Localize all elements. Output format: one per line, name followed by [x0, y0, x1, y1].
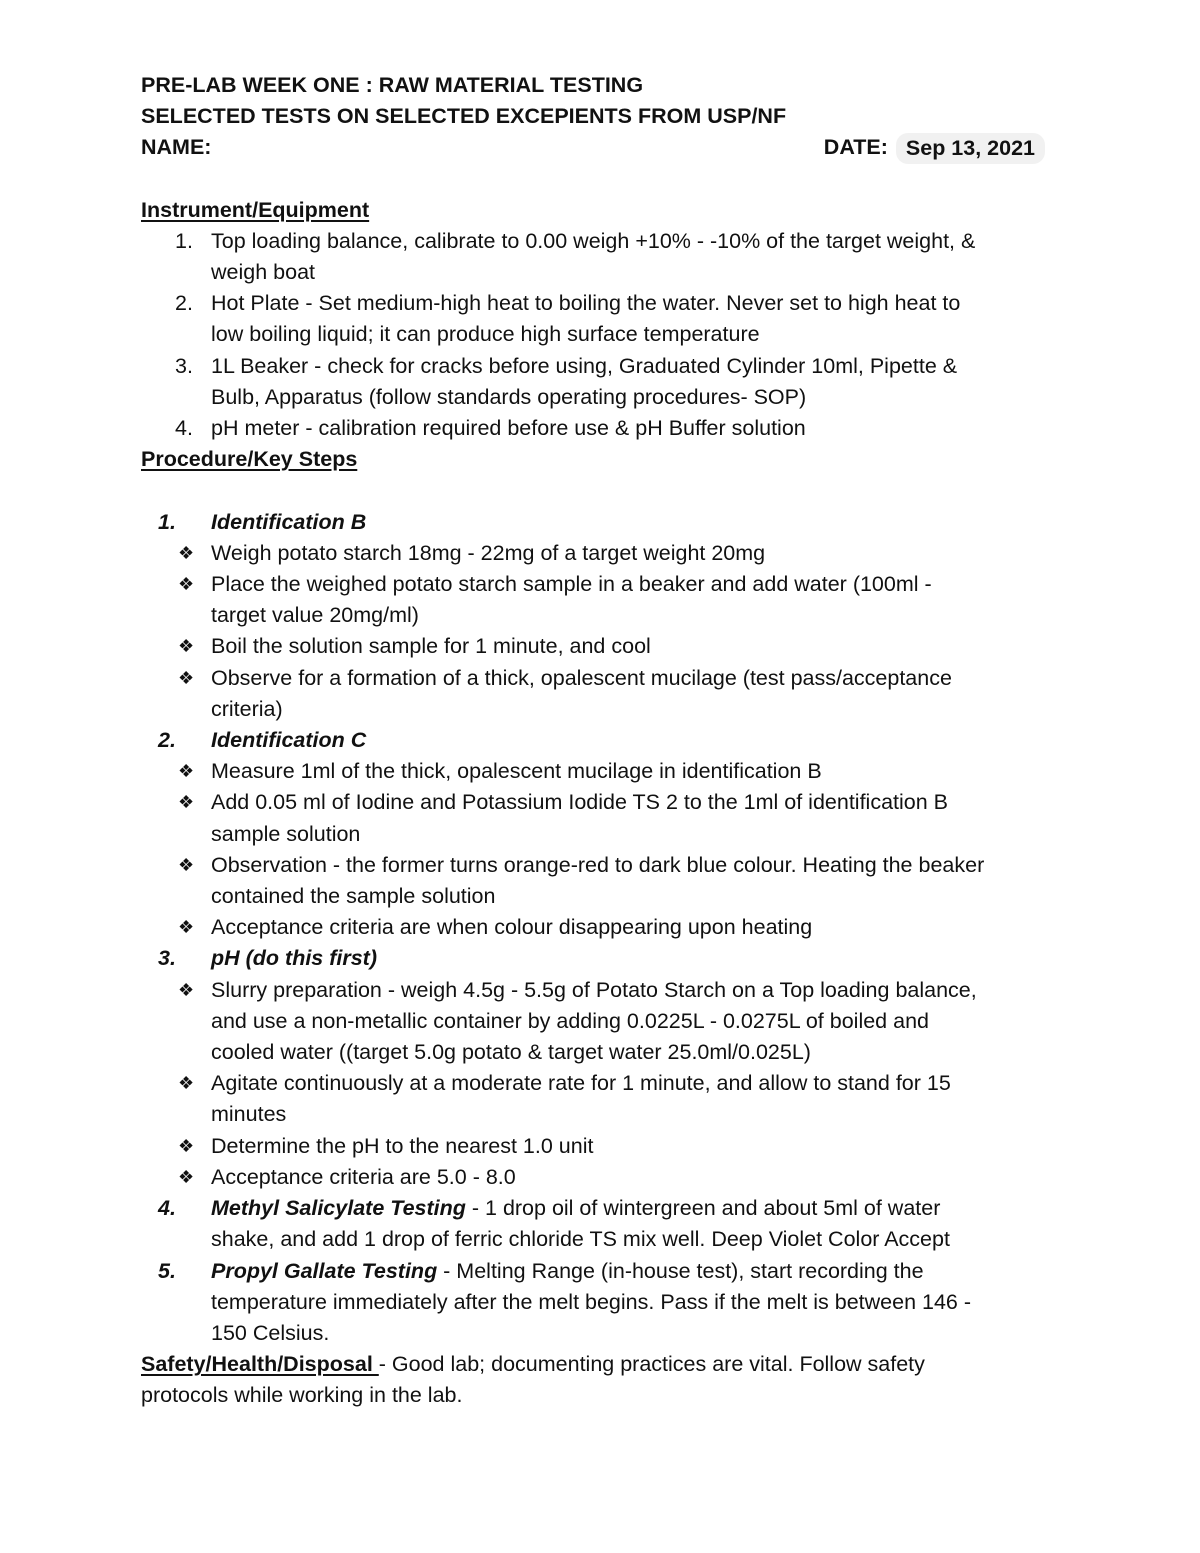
- procedure-step-1: [141, 507, 1071, 538]
- list-text: weigh boat: [211, 260, 315, 285]
- bullet-text: contained the sample solution: [211, 884, 496, 909]
- list-text: low boiling liquid; it can produce high surface temperature: [211, 322, 760, 347]
- procedure-step-2: [141, 725, 1071, 756]
- step-text: - 1 drop oil of wintergreen and about 5ml of water: [465, 1196, 941, 1221]
- bullet-item: [141, 663, 1071, 725]
- step-3-bullets: [141, 975, 1071, 1193]
- step-number: 4.: [158, 1196, 176, 1221]
- step-number: 1.: [158, 509, 176, 534]
- document-content: [141, 70, 1071, 1412]
- spacer: [141, 475, 1071, 506]
- bullet-diamond-icon: ❖: [178, 636, 195, 657]
- bullet-diamond-icon: ❖: [178, 854, 195, 875]
- bullet-text: Add 0.05 ml of Iodine and Potassium Iodide TS 2 to the 1ml of identification B: [211, 790, 949, 815]
- procedure-step-4: [141, 1193, 1071, 1255]
- bullet-diamond-icon: ❖: [178, 1166, 195, 1187]
- bullet-text: target value 20mg/ml): [211, 603, 419, 628]
- date-label: DATE:: [823, 135, 888, 160]
- bullet-diamond-icon: ❖: [178, 574, 195, 595]
- bullet-text: Weigh potato starch 18mg - 22mg of a target weight 20mg: [211, 540, 766, 565]
- bullet-item: [141, 1068, 1071, 1130]
- list-number: 1.: [175, 228, 193, 253]
- bullet-text: Observe for a formation of a thick, opalescent mucilage (test pass/acceptance: [211, 665, 952, 690]
- equipment-heading: Instrument/Equipment: [141, 197, 370, 222]
- step-number: 2.: [158, 728, 176, 753]
- list-text: 1L Beaker - check for cracks before using, Graduated Cylinder 10ml, Pipette &: [211, 353, 958, 378]
- bullet-item: [141, 850, 1071, 912]
- safety-heading: Safety/Health/Disposal: [141, 1352, 379, 1377]
- bullet-text: criteria): [211, 696, 283, 721]
- bullet-text: Determine the pH to the nearest 1.0 unit: [211, 1133, 594, 1158]
- list-number: 4.: [175, 416, 193, 441]
- bullet-item: [141, 975, 1071, 1069]
- bullet-diamond-icon: ❖: [178, 542, 195, 563]
- list-item: [141, 413, 1071, 444]
- step-text: temperature immediately after the melt begins. Pass if the melt is between 146 -: [211, 1289, 972, 1314]
- step-1-bullets: [141, 538, 1071, 725]
- bullet-text: Measure 1ml of the thick, opalescent mucilage in identification B: [211, 759, 822, 784]
- step-title: Identification C: [211, 728, 367, 753]
- bullet-diamond-icon: ❖: [178, 667, 195, 688]
- list-text: Bulb, Apparatus (follow standards operating procedures- SOP): [211, 384, 807, 409]
- list-number: 3.: [175, 353, 193, 378]
- bullet-text: Observation - the former turns orange-red to dark blue colour. Heating the beaker: [211, 852, 985, 877]
- title-line-1: PRE-LAB WEEK ONE : RAW MATERIAL TESTING: [141, 73, 644, 97]
- title-line-2: SELECTED TESTS ON SELECTED EXCEPIENTS FROM USP/NF: [141, 104, 787, 129]
- step-title: Identification B: [211, 509, 367, 534]
- bullet-diamond-icon: ❖: [178, 1135, 195, 1156]
- bullet-text: Slurry preparation - weigh 4.5g - 5.5g of Potato Starch on a Top loading balance,: [211, 977, 977, 1002]
- step-title: Propyl Gallate Testing: [211, 1258, 438, 1283]
- step-number: 3.: [158, 946, 176, 971]
- bullet-item: [141, 631, 1071, 662]
- bullet-text: Place the weighed potato starch sample in a beaker and add water (100ml -: [211, 572, 932, 597]
- list-text: pH meter - calibration required before use & pH Buffer solution: [211, 416, 806, 441]
- step-2-bullets: [141, 756, 1071, 943]
- procedure-step-5: [141, 1256, 1071, 1350]
- safety-text: protocols while working in the lab.: [141, 1383, 463, 1408]
- bullet-item: [141, 1162, 1071, 1193]
- step-text: shake, and add 1 drop of ferric chloride TS mix well. Deep Violet Color Accept: [211, 1227, 950, 1252]
- date-chip[interactable]: Sep 13, 2021: [896, 133, 1045, 164]
- step-text: - Melting Range (in-house test), start recording the: [437, 1258, 924, 1283]
- bullet-diamond-icon: ❖: [178, 979, 195, 1000]
- bullet-text: Acceptance criteria are when colour disappearing upon heating: [211, 915, 813, 940]
- bullet-diamond-icon: ❖: [178, 917, 195, 938]
- procedure-heading: Procedure/Key Steps: [141, 447, 358, 472]
- bullet-diamond-icon: ❖: [178, 1073, 195, 1094]
- date-group: [824, 132, 1045, 163]
- bullet-text: cooled water ((target 5.0g potato & target water 25.0ml/0.025L): [211, 1040, 811, 1065]
- list-text: Top loading balance, calibrate to 0.00 weigh +10% - -10% of the target weight, &: [211, 228, 976, 253]
- bullet-item: [141, 787, 1071, 849]
- bullet-text: Boil the solution sample for 1 minute, and cool: [211, 634, 651, 659]
- bullet-text: minutes: [211, 1102, 287, 1127]
- step-text: 150 Celsius.: [211, 1320, 330, 1345]
- step-number: 5.: [158, 1258, 176, 1283]
- list-number: 2.: [175, 291, 193, 316]
- safety-section: [141, 1349, 1071, 1380]
- list-item: [141, 226, 1071, 288]
- bullet-item: [141, 569, 1071, 631]
- bullet-text: and use a non-metallic container by adding 0.0225L - 0.0275L of boiled and: [211, 1008, 929, 1033]
- bullet-item: [141, 912, 1071, 943]
- bullet-diamond-icon: ❖: [178, 761, 195, 782]
- list-item: [141, 288, 1071, 350]
- bullet-text: sample solution: [211, 821, 361, 846]
- equipment-list: [141, 226, 1071, 444]
- step-title: Methyl Salicylate Testing: [211, 1196, 466, 1221]
- bullet-diamond-icon: ❖: [178, 792, 195, 813]
- bullet-item: [141, 756, 1071, 787]
- safety-text: - Good lab; documenting practices are vital. Follow safety: [378, 1352, 925, 1377]
- bullet-text: Agitate continuously at a moderate rate for 1 minute, and allow to stand for 15: [211, 1071, 951, 1096]
- step-title: pH (do this first): [211, 946, 378, 971]
- list-item: [141, 351, 1071, 413]
- bullet-item: [141, 1131, 1071, 1162]
- bullet-text: Acceptance criteria are 5.0 - 8.0: [211, 1164, 516, 1189]
- procedure-step-3: [141, 943, 1071, 974]
- name-date-row: [141, 132, 1071, 163]
- name-label: NAME:: [141, 135, 212, 160]
- bullet-item: [141, 538, 1071, 569]
- list-text: Hot Plate - Set medium-high heat to boiling the water. Never set to high heat to: [211, 291, 961, 316]
